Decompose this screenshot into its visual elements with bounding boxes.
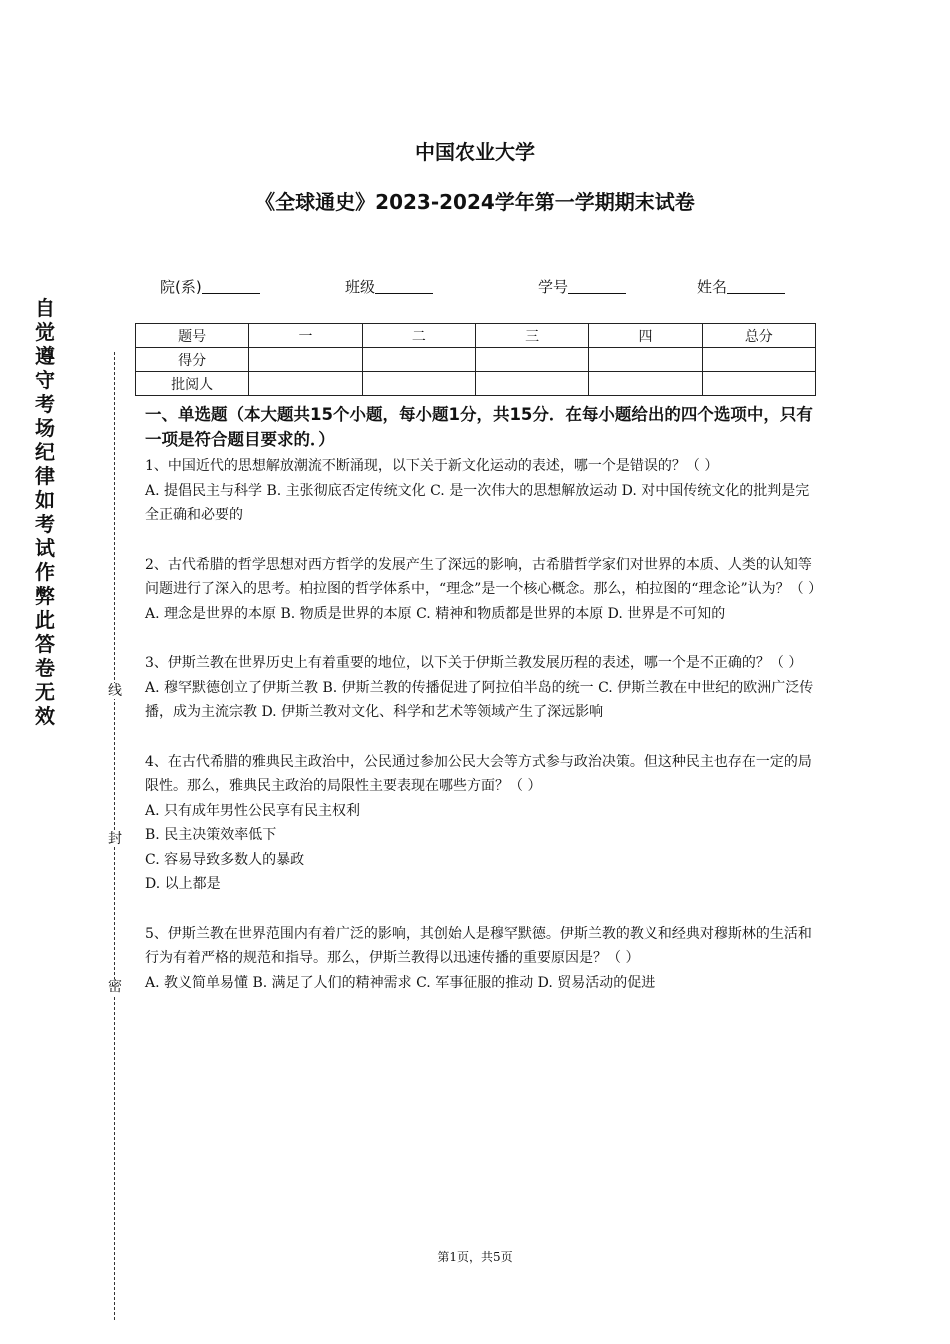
question-stem: 1、中国近代的思想解放潮流不断涌现，以下关于新文化运动的表述，哪一个是错误的？（ ） — [145, 458, 719, 474]
score-row-label: 得分 — [136, 348, 249, 372]
section-heading: 一、单选题（本大题共15个小题，每小题1分，共15分．在每小题给出的四个选项中，只有一项是符合题目要求的．） — [145, 405, 813, 449]
score-header-cell: 总分 — [702, 324, 815, 348]
question-options: A. 教义简单易懂 B. 满足了人们的精神需求 C. 军事征服的推动 D. 贸易活动的促进 — [145, 974, 656, 991]
score-header-cell: 一 — [249, 324, 362, 348]
score-cell — [249, 348, 362, 372]
question-option-b: B. 民主决策效率低下 — [145, 827, 277, 843]
student-id-blank — [568, 277, 626, 294]
exam-title: 《全球通史》2023-2024学年第一学期期末试卷 — [255, 190, 695, 214]
reviewer-cell — [589, 372, 702, 396]
score-header-cell: 三 — [475, 324, 588, 348]
student-id-field — [538, 276, 626, 297]
department-blank — [202, 277, 260, 294]
reviewer-cell — [702, 372, 815, 396]
question-stem: 5、伊斯兰教在世界范围内有着广泛的影响，其创始人是穆罕默德。伊斯兰教的教义和经典对穆斯林的生活和行为有着严格的规范和指导。那么，伊斯兰教得以迅速传播的重要原因是？（ ） — [145, 925, 812, 966]
question-options: A. 穆罕默德创立了伊斯兰教 B. 伊斯兰教的传播促进了阿拉伯半岛的统一 C. 伊斯兰教在中世纪的欧洲广泛传播，成为主流宗教 D. 伊斯兰教对文化、科学和艺术等领域产生了深远影响 — [145, 679, 814, 720]
score-header-cell: 题号 — [136, 324, 249, 348]
university-title: 中国农业大学 — [415, 140, 535, 164]
binding-mark-seal: 封 — [108, 831, 122, 847]
question-option-c: C. 容易导致多数人的暴政 — [145, 851, 305, 868]
department-field — [160, 276, 260, 297]
question-stem: 4、在古代希腊的雅典民主政治中，公民通过参加公民大会等方式参与政治决策。但这种民主也存在一定的局限性。那么，雅典民主政治的局限性主要表现在哪些方面？（ ） — [145, 753, 812, 794]
score-table — [135, 323, 816, 396]
score-table-row — [136, 348, 816, 372]
score-cell — [362, 348, 475, 372]
exam-content — [145, 402, 823, 1020]
student-info-row — [0, 276, 950, 300]
reviewer-row-label: 批阅人 — [136, 372, 249, 396]
question-stem: 3、伊斯兰教在世界历史上有着重要的地位，以下关于伊斯兰教发展历程的表述，哪一个是不正确的？（ ） — [145, 655, 803, 671]
class-label: 班级 — [345, 278, 376, 296]
exam-discipline-notice: 自觉遵守考场纪律如考试作弊此答卷无效 — [35, 296, 55, 728]
question-options: A. 提倡民主与科学 B. 主张彻底否定传统文化 C. 是一次伟大的思想解放运动 D. 对中国传统文化的批判是完全正确和必要的 — [145, 482, 810, 523]
question-2 — [145, 553, 823, 627]
question-option-d: D. 以上都是 — [145, 876, 221, 892]
question-3 — [145, 651, 817, 725]
binding-mark-line: 线 — [108, 683, 122, 699]
question-option-a: A. 只有成年男性公民享有民主权利 — [145, 802, 361, 819]
binding-mark-sealed: 密 — [108, 979, 122, 995]
score-header-cell: 四 — [589, 324, 702, 348]
score-table-row — [136, 372, 816, 396]
question-1 — [145, 454, 817, 528]
name-field — [697, 276, 785, 297]
reviewer-cell — [249, 372, 362, 396]
score-table-header-row — [136, 324, 816, 348]
question-5 — [145, 922, 817, 996]
class-blank — [375, 277, 433, 294]
score-cell — [589, 348, 702, 372]
name-blank — [727, 277, 785, 294]
name-label: 姓名 — [697, 278, 728, 296]
question-options: A. 理念是世界的本原 B. 物质是世界的本原 C. 精神和物质都是世界的本原 D. 世界是不可知的 — [145, 605, 726, 622]
class-field — [345, 276, 433, 297]
reviewer-cell — [362, 372, 475, 396]
department-label: 院(系) — [160, 278, 202, 296]
score-cell — [702, 348, 815, 372]
student-id-label: 学号 — [538, 278, 569, 296]
page-footer: 第1页，共5页 — [437, 1250, 513, 1264]
question-stem: 2、古代希腊的哲学思想对西方哲学的发展产生了深远的影响，古希腊哲学家们对世界的本质、人类的认知等问题进行了深入的思考。柏拉图的哲学体系中，“理念”是一个核心概念。那么，柏拉图的“理念论”认为？（ ） — [145, 556, 823, 597]
score-header-cell: 二 — [362, 324, 475, 348]
reviewer-cell — [475, 372, 588, 396]
question-4 — [145, 750, 817, 897]
score-cell — [475, 348, 588, 372]
